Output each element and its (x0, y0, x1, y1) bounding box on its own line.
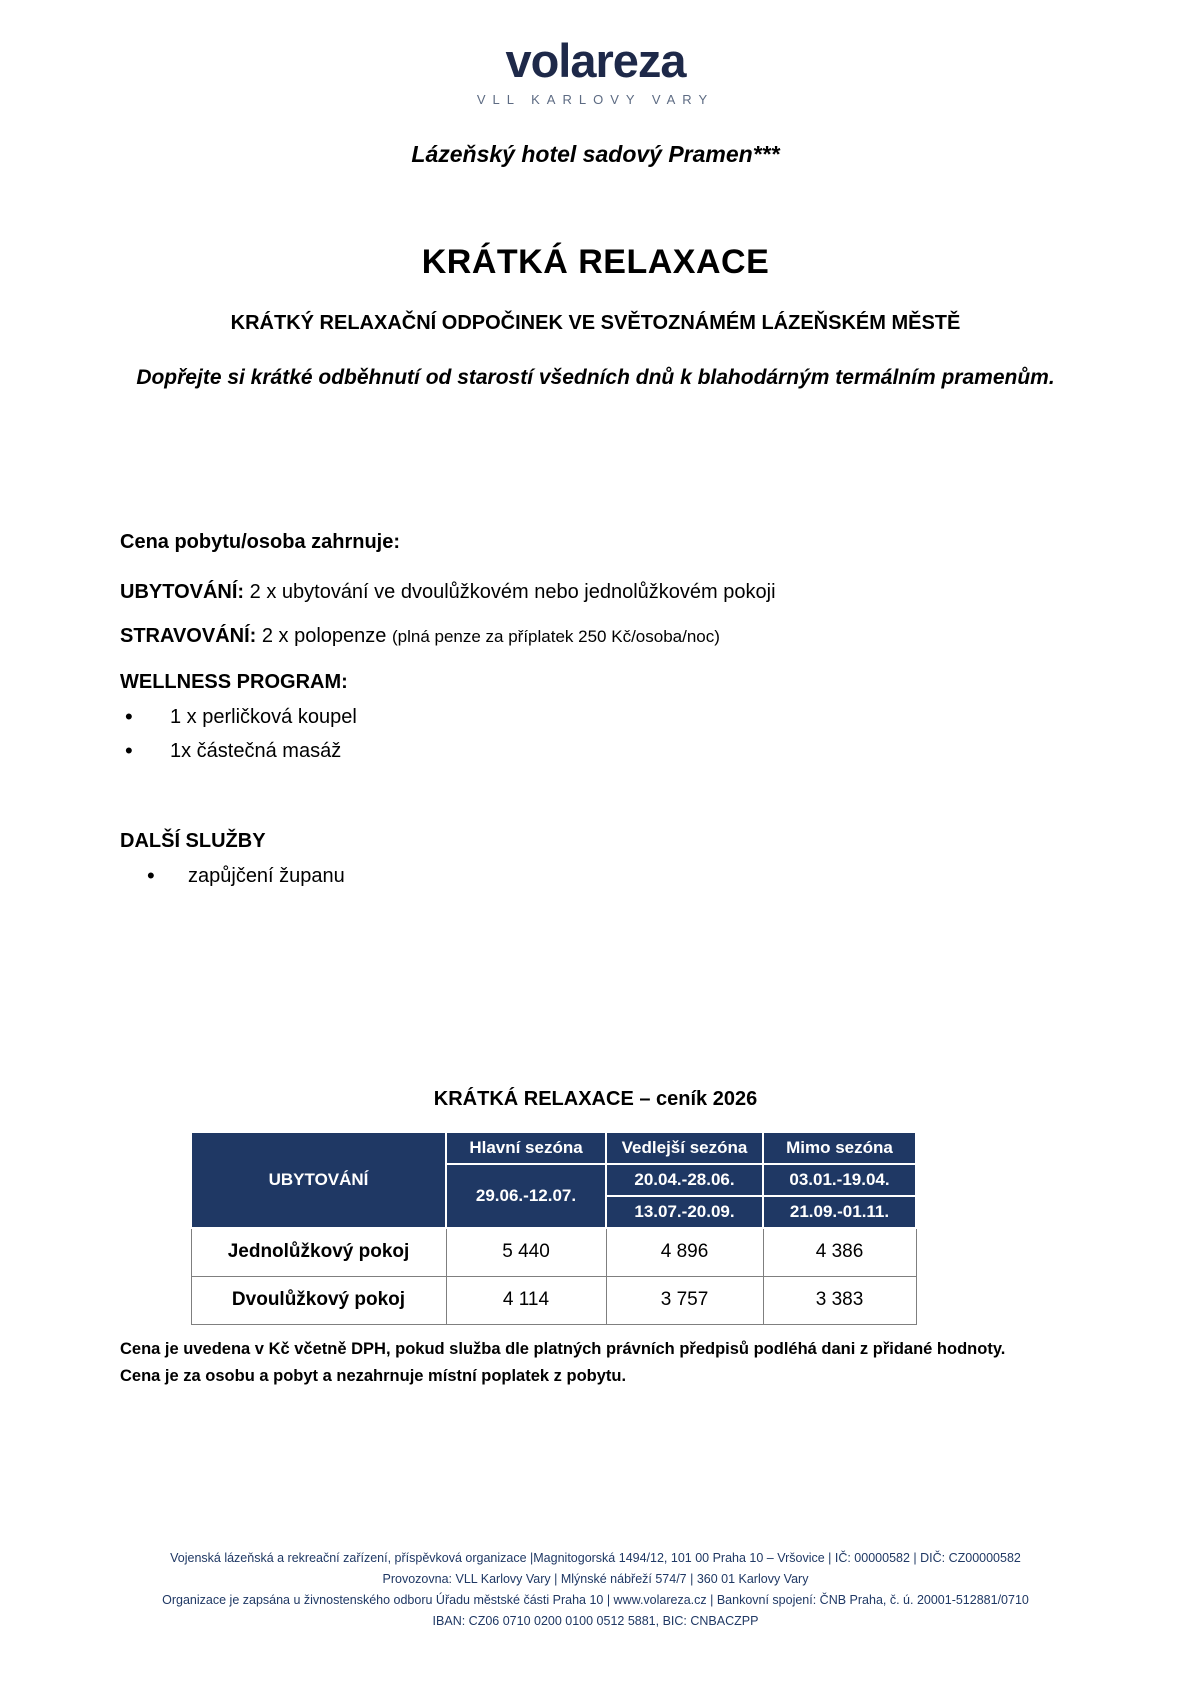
note-line: Cena je za osobu a pobyt a nezahrnuje místní poplatek z pobytu. (120, 1367, 627, 1385)
room-type-cell: Jednolůžkový pokoj (191, 1228, 446, 1276)
volareza-logo: volareza (505, 34, 686, 87)
season-dates: 29.06.-12.07. (446, 1164, 606, 1228)
wellness-heading: WELLNESS PROGRAM: (120, 671, 348, 693)
services-heading: DALŠÍ SLUŽBY (120, 830, 266, 852)
room-type-cell: Dvoulůžkový pokoj (191, 1276, 446, 1324)
includes-heading: Cena pobytu/osoba zahrnuje: (120, 531, 401, 553)
price-cell: 3 757 (606, 1276, 763, 1324)
price-cell: 4 114 (446, 1276, 606, 1324)
pricing-table-wrap (190, 1131, 917, 1325)
package-tagline: Dopřejte si krátké odběhnutí od starostí všedních dnů k blahodárným termálním pramenům. (136, 366, 1055, 389)
meals-label: STRAVOVÁNÍ: (120, 625, 257, 647)
document-footer (0, 1548, 1191, 1632)
price-cell: 3 383 (763, 1276, 916, 1324)
season-dates: 20.04.-28.06. (606, 1164, 763, 1196)
list-item: • 1x částečná masáž (120, 734, 1091, 768)
table-row (191, 1276, 916, 1324)
hotel-title: Lázeňský hotel sadový Pramen*** (411, 141, 780, 167)
table-corner-header: UBYTOVÁNÍ (191, 1132, 446, 1228)
pricing-title: KRÁTKÁ RELAXACE – ceník 2026 (433, 1088, 758, 1110)
pricing-table (190, 1131, 917, 1325)
package-subtitle: KRÁTKÝ RELAXAČNÍ ODPOČINEK VE SVĚTOZNÁMÉM LÁZEŇSKÉM MĚSTĚ (230, 312, 961, 334)
list-item: • zapůjčení županu (120, 859, 1091, 893)
season-dates: 03.01.-19.04. (763, 1164, 916, 1196)
list-item: • 1 x perličková koupel (120, 700, 1091, 734)
page-title: KRÁTKÁ RELAXACE (421, 243, 770, 281)
season-dates: 21.09.-01.11. (763, 1196, 916, 1228)
price-includes-section (120, 531, 1091, 893)
accommodation-label: UBYTOVÁNÍ: (120, 581, 245, 603)
brand-logo (0, 36, 1191, 107)
note-line: Cena je uvedena v Kč včetně DPH, pokud služba dle platných právních předpisů podléhá dani z přidané hodnoty. (120, 1340, 1006, 1358)
meals-line (120, 625, 1091, 648)
footer-line: Vojenská lázeňská a rekreační zařízení, příspěvková organizace |Magnitogorská 1494/12, 101 00 Praha 10 – Vršovice | IČ: 00000582 | DIČ: CZ00000582 (170, 1551, 1021, 1565)
season-header: Vedlejší sezóna (606, 1132, 763, 1164)
price-cell: 4 386 (763, 1228, 916, 1276)
footer-line: Provozovna: VLL Karlovy Vary | Mlýnské nábřeží 574/7 | 360 01 Karlovy Vary (382, 1572, 809, 1586)
services-list (120, 859, 1091, 893)
footer-line: Organizace je zapsána u živnostenského odboru Úřadu městské části Praha 10 | www.volareza.cz | Bankovní spojení: ČNB Praha, č. ú. 20001-512881/0710 (162, 1593, 1029, 1607)
price-cell: 4 896 (606, 1228, 763, 1276)
accommodation-line (120, 581, 1091, 604)
wellness-list (120, 700, 1091, 768)
price-cell: 5 440 (446, 1228, 606, 1276)
season-dates: 13.07.-20.09. (606, 1196, 763, 1228)
meals-note: (plná penze za příplatek 250 Kč/osoba/noc) (391, 627, 720, 646)
accommodation-text: 2 x ubytování ve dvoulůžkovém nebo jednolůžkovém pokoji (244, 581, 776, 603)
season-header: Hlavní sezóna (446, 1132, 606, 1164)
season-header: Mimo sezóna (763, 1132, 916, 1164)
logo-subtitle: VLL KARLOVY VARY (476, 92, 715, 108)
table-row (191, 1228, 916, 1276)
price-notes (120, 1336, 1091, 1390)
footer-line: IBAN: CZ06 0710 0200 0100 0512 5881, BIC: CNBACZPP (432, 1614, 759, 1628)
meals-text: 2 x polopenze (256, 625, 392, 647)
